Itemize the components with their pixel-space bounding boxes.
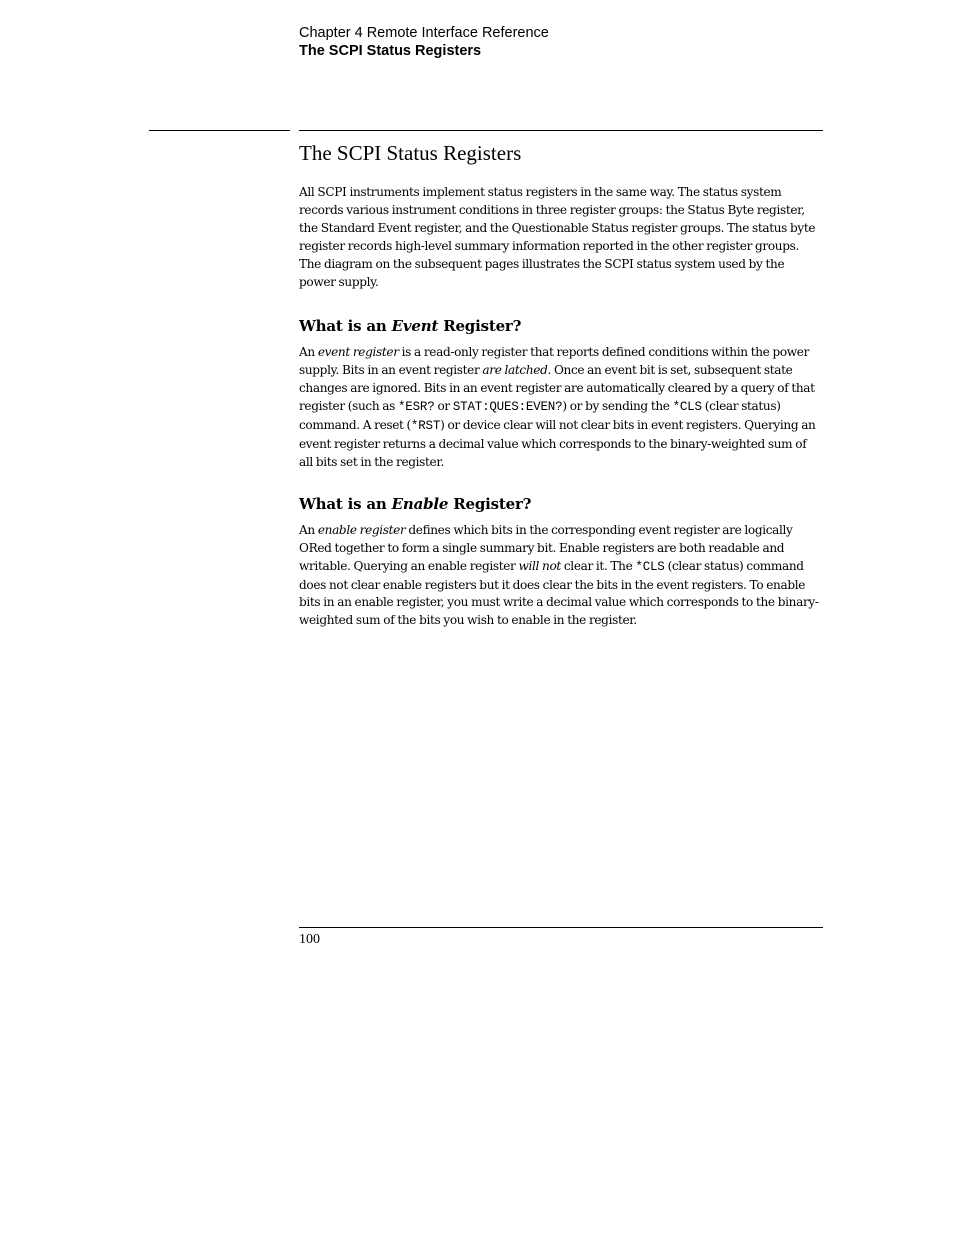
text-run: An: [299, 345, 318, 360]
command-code: *RST: [410, 419, 441, 434]
heading-emphasis: Enable: [391, 494, 449, 513]
heading-text: What is an: [299, 317, 392, 336]
command-code: STAT:QUES:EVEN?: [452, 400, 563, 415]
enable-register-heading: [299, 494, 823, 514]
heading-text: Register?: [438, 317, 522, 336]
main-content: [299, 139, 823, 630]
footer-rule: [299, 927, 823, 928]
emphasis-text: will not: [518, 558, 561, 573]
text-run: (clear status) command does not clear enable registers but it does clear the bits in the event registers. To enable bits in an enable register, you must write a decimal value which corresponds to the binary-weighted sum of the bits you wish to enable in the register.: [299, 558, 819, 628]
page-title: The SCPI Status Registers: [299, 141, 522, 165]
event-register-heading: [299, 316, 823, 336]
text-run: clear it. The: [560, 558, 636, 573]
enable-register-paragraph: [299, 522, 823, 630]
text-run: ) or device clear will not clear bits in event registers. Querying an event register returns a decimal value which corresponds to the binary-weighted sum of all bits set in the register.: [299, 418, 816, 469]
text-run: An: [299, 522, 318, 537]
text-run: (clear status) command. A reset (: [299, 399, 781, 433]
event-register-paragraph: [299, 344, 823, 471]
chapter-label: Chapter 4 Remote Interface Reference: [299, 25, 549, 41]
command-code: *ESR?: [397, 400, 435, 415]
page-number: 100: [299, 932, 320, 947]
text-run: or: [434, 399, 453, 414]
top-rule: [299, 130, 823, 131]
running-header: [299, 24, 549, 60]
section-label: The SCPI Status Registers: [299, 43, 482, 59]
heading-emphasis: Event: [391, 317, 439, 336]
left-margin-rule: [149, 130, 290, 131]
text-run: is a read-only register that reports defined conditions within the power supply. Bits in an event register: [299, 345, 810, 378]
heading-text: What is an: [299, 494, 392, 513]
command-code: *CLS: [635, 559, 665, 574]
text-run: ) or by sending the: [562, 399, 673, 414]
emphasis-text: are latched: [482, 363, 548, 378]
text-run: defines which bits in the corresponding event register are logically ORed together to form a single summary bit. Enable registers are both readable and writable. Querying an enable register: [299, 522, 793, 573]
heading-text: Register?: [448, 494, 532, 513]
intro-paragraph: All SCPI instruments implement status registers in the same way. The status system records various instrument conditions in three register groups: the Status Byte register, the Standard Event register, and the Questionable Status register groups. The status byte register records high-level summary information reported in the other register groups. The diagram on the subsequent pages illustrates the SCPI status system used by the power supply.: [299, 185, 816, 289]
emphasis-text: enable register: [317, 522, 406, 537]
emphasis-text: event register: [317, 345, 399, 360]
text-run: . Once an event bit is set, subsequent state changes are ignored. Bits in an event register are automatically cleared by a query of that register (such as: [299, 363, 815, 414]
command-code: *CLS: [672, 400, 702, 415]
